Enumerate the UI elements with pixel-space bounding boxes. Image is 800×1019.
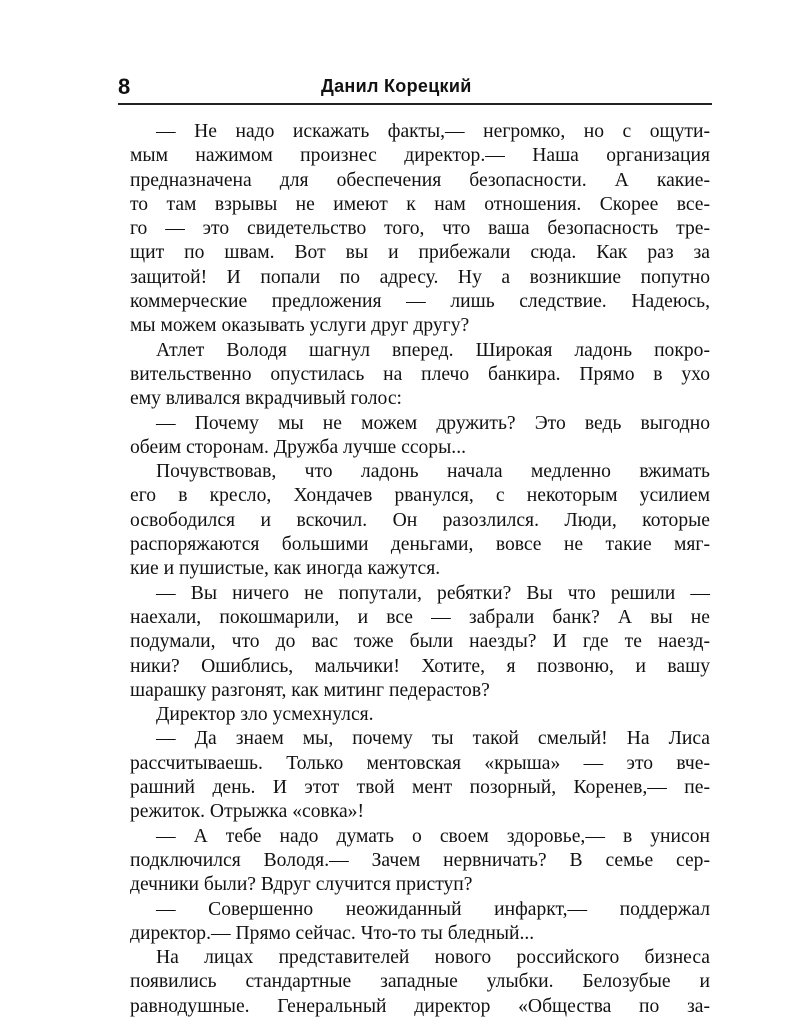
text-line: — Почему мы не можем дружить? Это ведь выгодно: [156, 412, 710, 434]
text-line: рашний день. И этот твой мент позорный, Коренев,— пе-: [130, 777, 710, 799]
text-line: рассчитываешь. Только ментовская «крыша» — это вче-: [130, 752, 710, 774]
text-line: распоряжаются большими деньгами, вовсе не такие мяг-: [130, 534, 710, 556]
text-line: подумали, что до вас тоже были наезды? И где те наезд-: [130, 631, 710, 653]
text-line: Атлет Володя шагнул вперед. Широкая ладонь покро-: [156, 339, 710, 361]
text-line: ему вливался вкрадчивый голос:: [130, 388, 402, 410]
text-line: то там взрывы не имеют к нам отношения. Скорее все-: [130, 193, 710, 215]
text-line: Директор зло усмехнулся.: [156, 704, 374, 726]
text-line: На лицах представителей нового российского бизнеса: [156, 947, 710, 969]
text-line: ники? Ошиблись, мальчики! Хотите, я позвоню, и вашу: [130, 655, 710, 677]
text-line: вительственно опустилась на плечо банкира. Прямо в ухо: [130, 363, 710, 385]
text-line: освободился и вскочил. Он разозлился. Люди, которые: [130, 509, 710, 531]
text-line: — Не надо искажать факты,— негромко, но с ощути-: [156, 121, 710, 142]
text-line: мым нажимом произнес директор.— Наша организация: [130, 145, 710, 167]
text-line: — Вы ничего не попутали, ребятки? Вы что решили —: [156, 582, 710, 604]
text-line: наехали, покошмарили, и все — забрали банк? А вы не: [130, 606, 710, 628]
text-line: — Совершенно неожиданный инфаркт,— поддержал: [156, 898, 710, 920]
text-line: директор.— Прямо сейчас. Что-то ты бледный...: [130, 922, 535, 944]
text-line: появились стандартные западные улыбки. Белозубые и: [130, 971, 710, 993]
running-title: Данил Корецкий: [321, 76, 472, 96]
page-number: 8: [118, 74, 131, 99]
text-line: кие и пушистые, как иногда кажутся.: [130, 558, 441, 580]
text-line: равнодушные. Генеральный директор «Общества по за-: [130, 995, 710, 1017]
text-line: его в кресло, Хондачев рванулся, с некоторым усилием: [130, 485, 710, 507]
text-line: — А тебе надо думать о своем здоровье,— в унисон: [156, 825, 710, 847]
header-rule: [118, 103, 712, 105]
body-text: [130, 120, 710, 1019]
text-line: Почувствовав, что ладонь начала медленно вжимать: [156, 461, 710, 483]
text-line: подключился Володя.— Зачем нервничать? В семье сер-: [130, 849, 710, 871]
text-line: щит по швам. Вот вы и прибежали сюда. Как раз за: [130, 242, 710, 264]
text-line: го — это свидетельство того, что ваша безопасность тре-: [130, 218, 710, 240]
text-line: мы можем оказывать услуги друг другу?: [130, 315, 470, 337]
text-line: — Да знаем мы, почему ты такой смелый! На Лиса: [156, 728, 710, 750]
text-line: предназначена для обеспечения безопасности. А какие-: [130, 169, 710, 191]
text-line: режиток. Отрыжка «совка»!: [130, 801, 364, 823]
text-line: обеим сторонам. Дружба лучше ссоры...: [130, 436, 467, 458]
text-line: защитой! И попали по адресу. Ну а возникшие попутно: [130, 266, 710, 288]
text-line: шарашку разгонят, как митинг педерастов?: [130, 679, 490, 701]
text-line: дечники были? Вдруг случится приступ?: [130, 874, 473, 896]
text-line: коммерческие предложения — лишь следствие. Надеюсь,: [130, 291, 710, 313]
